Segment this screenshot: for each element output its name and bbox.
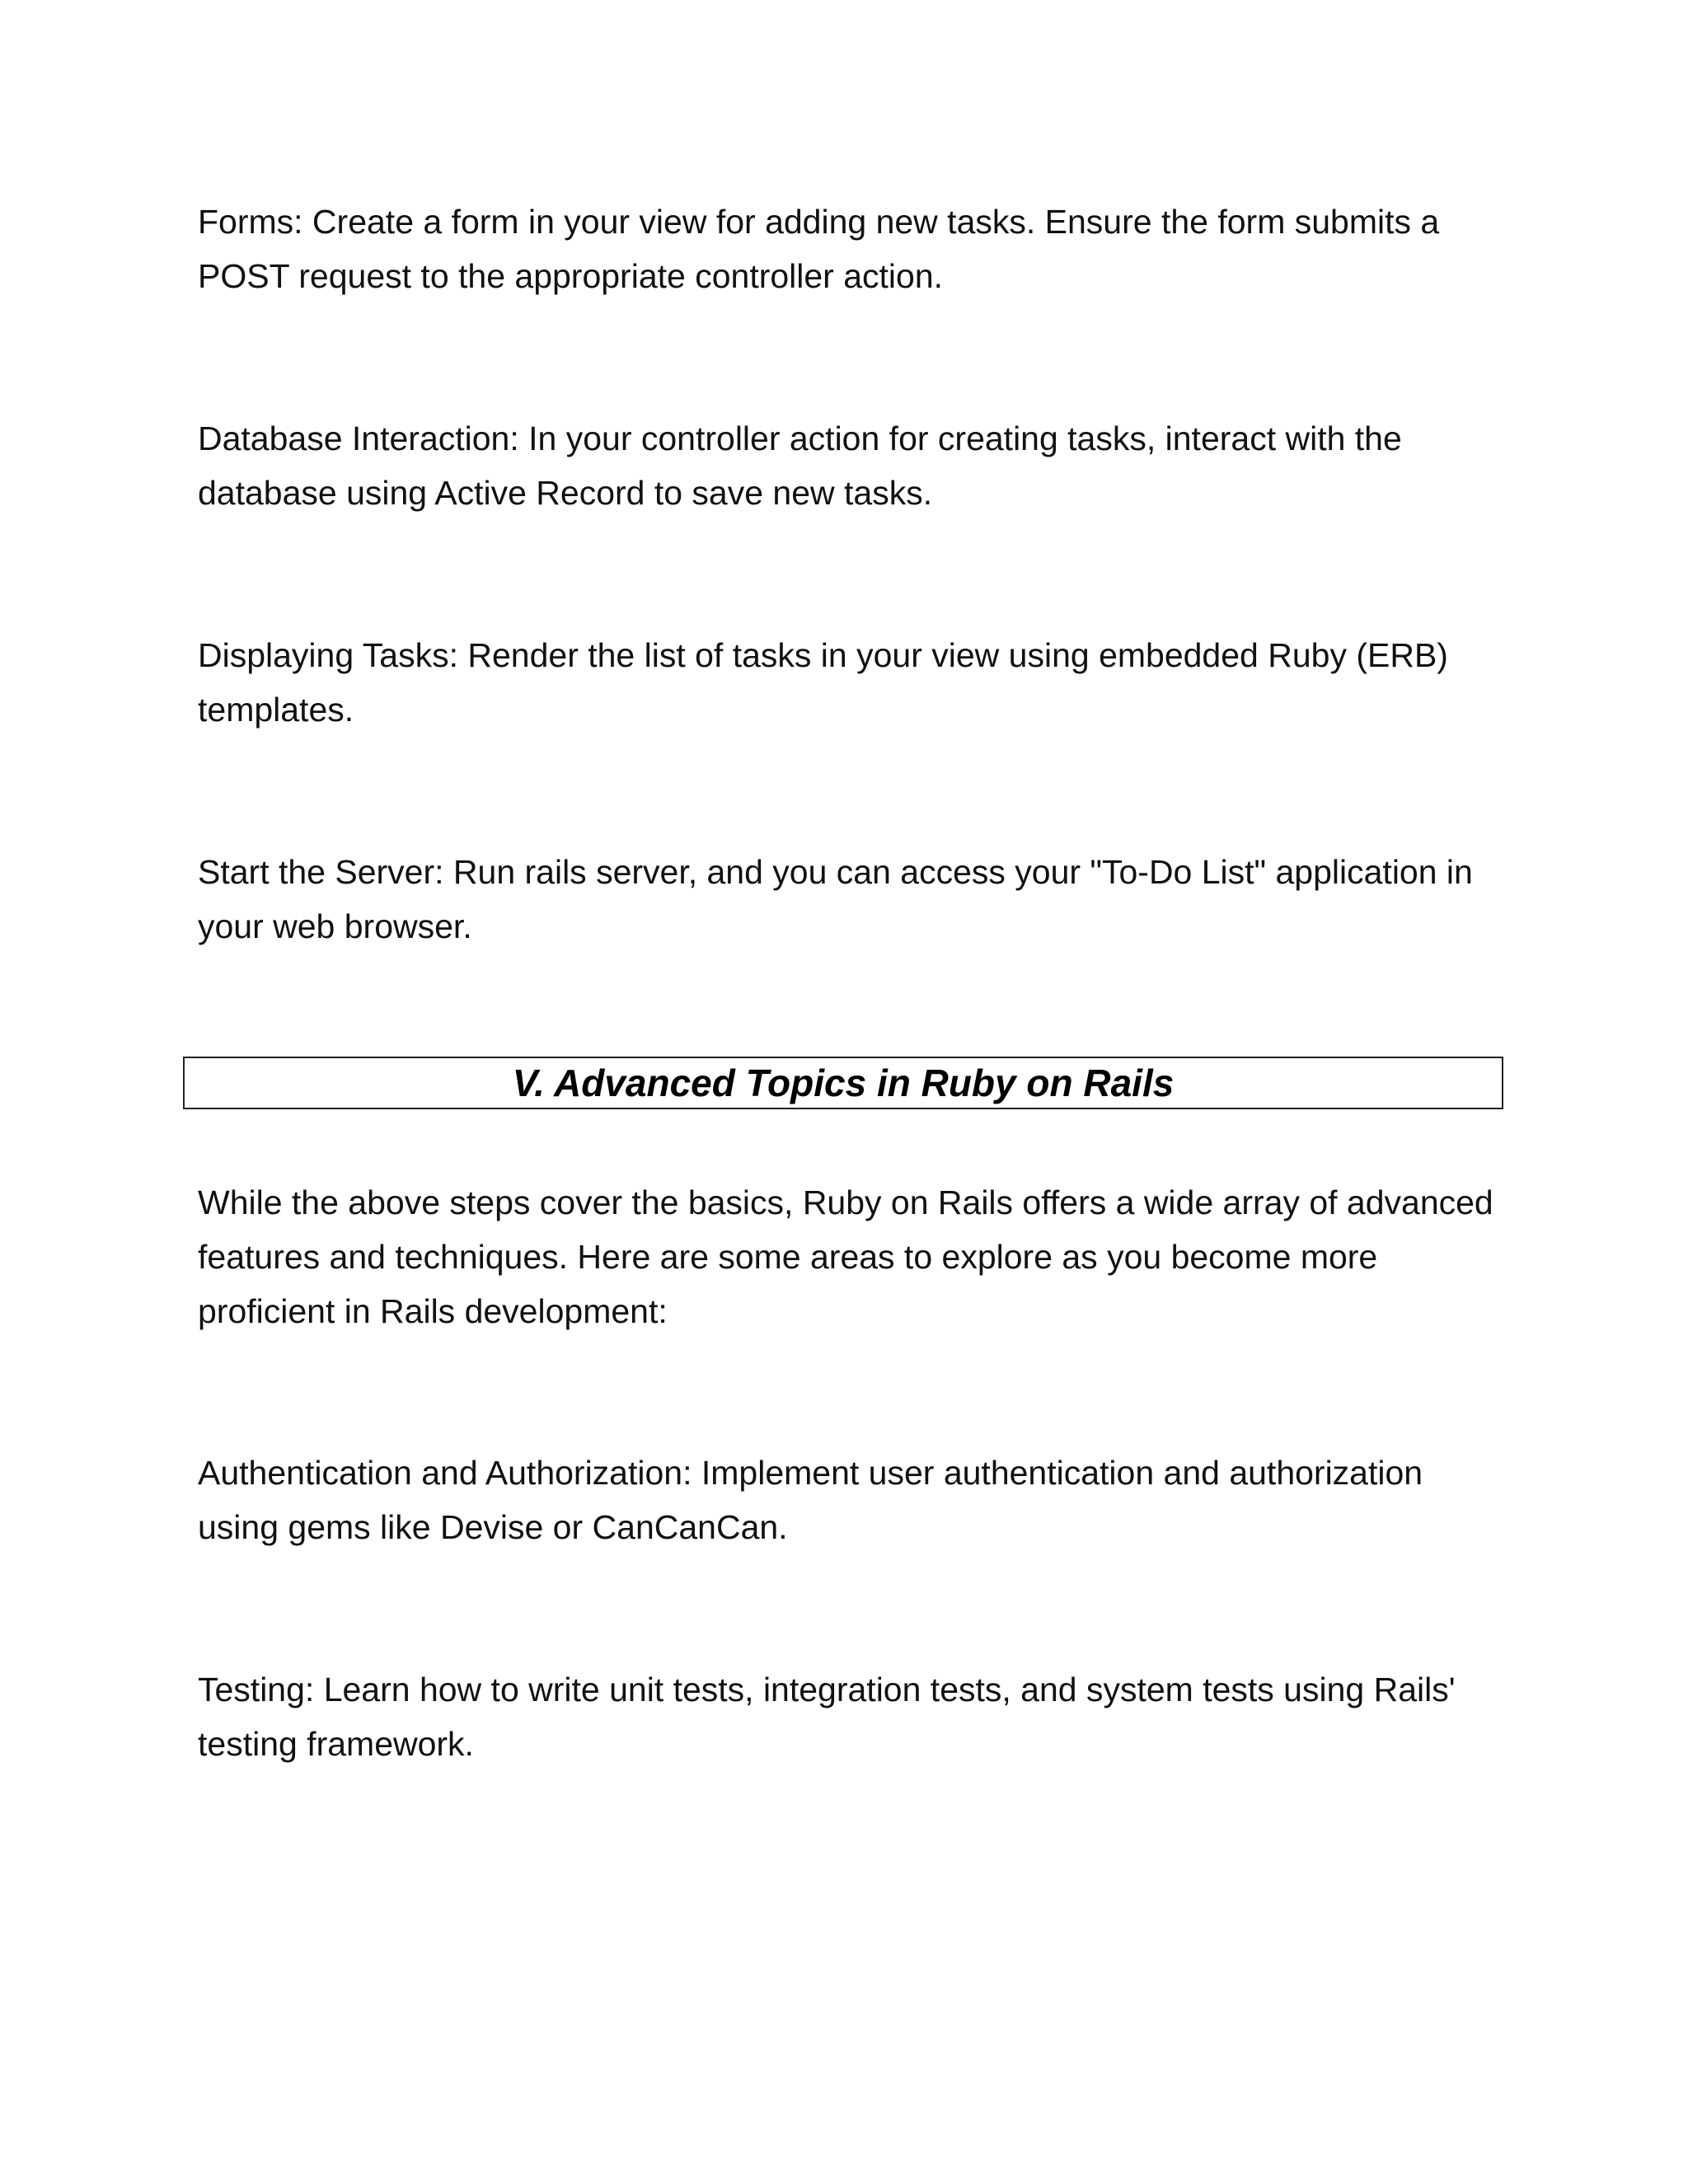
paragraph-start-server: Start the Server: Run rails server, and you can access your "To-Do List" application in your web browser. xyxy=(198,853,1473,945)
paragraph-database-interaction: Database Interaction: In your controller action for creating tasks, interact with the database using Active Record to save new tasks. xyxy=(198,419,1402,512)
paragraph-authentication: Authentication and Authorization: Implement user authentication and authorization using gems like Devise or CanCanCan. xyxy=(198,1454,1423,1546)
paragraph-forms: Forms: Create a form in your view for adding new tasks. Ensure the form submits a POST request to the appropriate controller action. xyxy=(198,203,1440,295)
paragraph-displaying-tasks: Displaying Tasks: Render the list of tasks in your view using embedded Ruby (ERB) templates. xyxy=(198,636,1448,729)
paragraph-testing: Testing: Learn how to write unit tests, integration tests, and system tests using Rails' testing framework. xyxy=(198,1671,1456,1763)
section-heading: V. Advanced Topics in Ruby on Rails xyxy=(512,1062,1175,1104)
section-heading-box xyxy=(183,1057,1503,1109)
paragraph-intro: While the above steps cover the basics, Ruby on Rails offers a wide array of advanced features and techniques. Here are some areas to explore as you become more proficient in Rails development: xyxy=(198,1183,1493,1330)
